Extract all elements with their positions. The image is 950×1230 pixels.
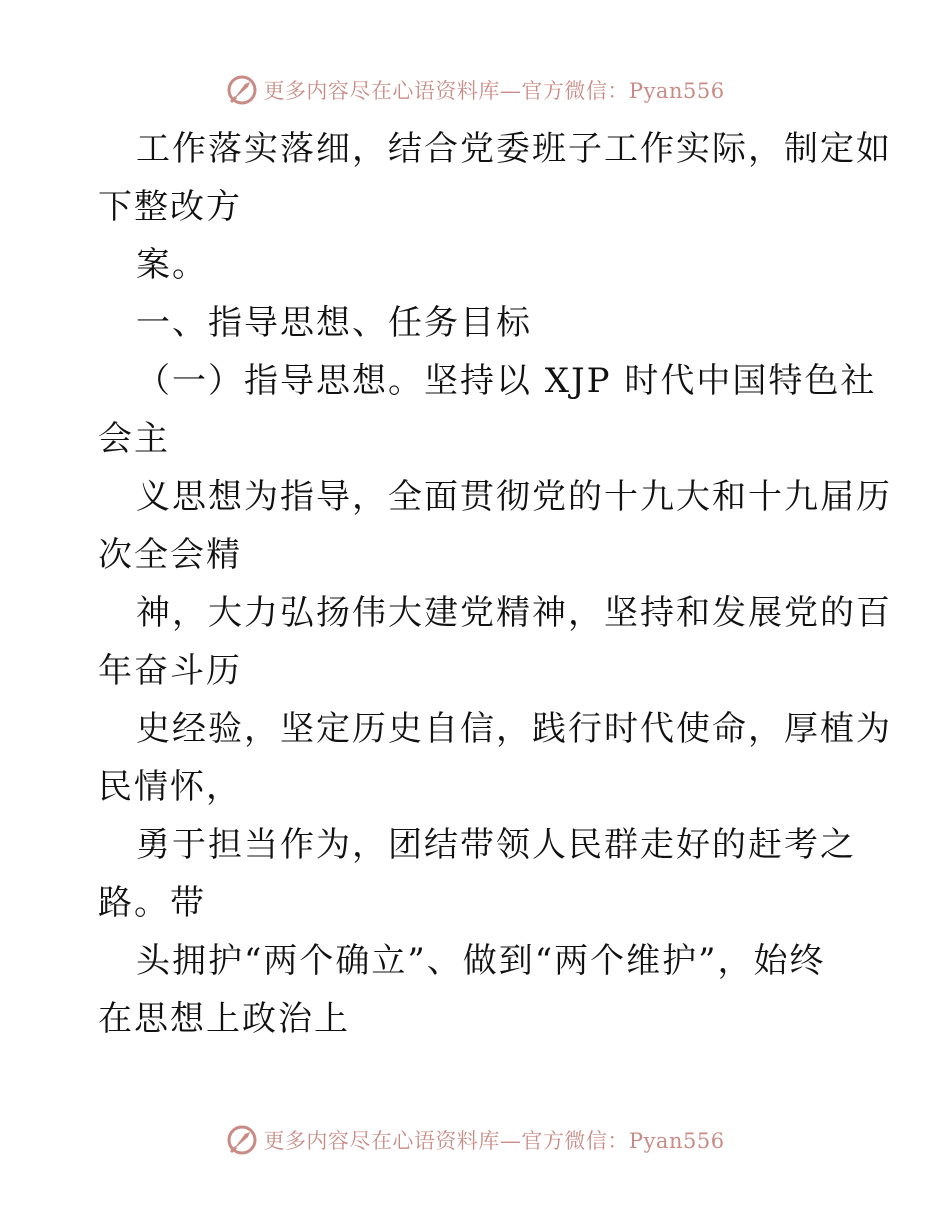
text-line: 会主 — [98, 419, 170, 459]
pen-nib-logo-icon — [225, 73, 259, 107]
text-line: 路。带 — [98, 883, 206, 923]
header-watermark — [0, 70, 950, 110]
text-line: （一）指导思想。坚持以 XJP 时代中国特色社 — [136, 361, 877, 401]
text-line: 史经验，坚定历史自信，践行时代使命，厚植为 — [136, 709, 892, 749]
text-line: 案。 — [136, 245, 208, 285]
text-line: 下整改方 — [98, 187, 242, 227]
text-line: 年奋斗历 — [98, 651, 242, 691]
watermark-text: 更多内容尽在心语资料库—官方微信：Pyan556 — [263, 79, 725, 103]
watermark-text: 更多内容尽在心语资料库—官方微信：Pyan556 — [263, 1129, 725, 1153]
document-body — [98, 120, 892, 1048]
text-line: 头拥护“两个确立”、做到“两个维护”，始终 — [136, 941, 826, 981]
text-line: 义思想为指导，全面贯彻党的十九大和十九届历 — [136, 477, 892, 517]
pen-nib-logo-icon — [225, 1123, 259, 1157]
text-line: 在思想上政治上 — [98, 999, 350, 1039]
text-line: 工作落实落细，结合党委班子工作实际，制定如 — [136, 129, 892, 169]
section-heading: 一、指导思想、任务目标 — [136, 303, 532, 343]
text-line: 神，大力弘扬伟大建党精神，坚持和发展党的百 — [136, 593, 892, 633]
footer-watermark — [0, 1120, 950, 1160]
text-line: 勇于担当作为，团结带领人民群走好的赶考之 — [136, 825, 856, 865]
text-line: 民情怀， — [98, 767, 242, 807]
text-line: 次全会精 — [98, 535, 242, 575]
